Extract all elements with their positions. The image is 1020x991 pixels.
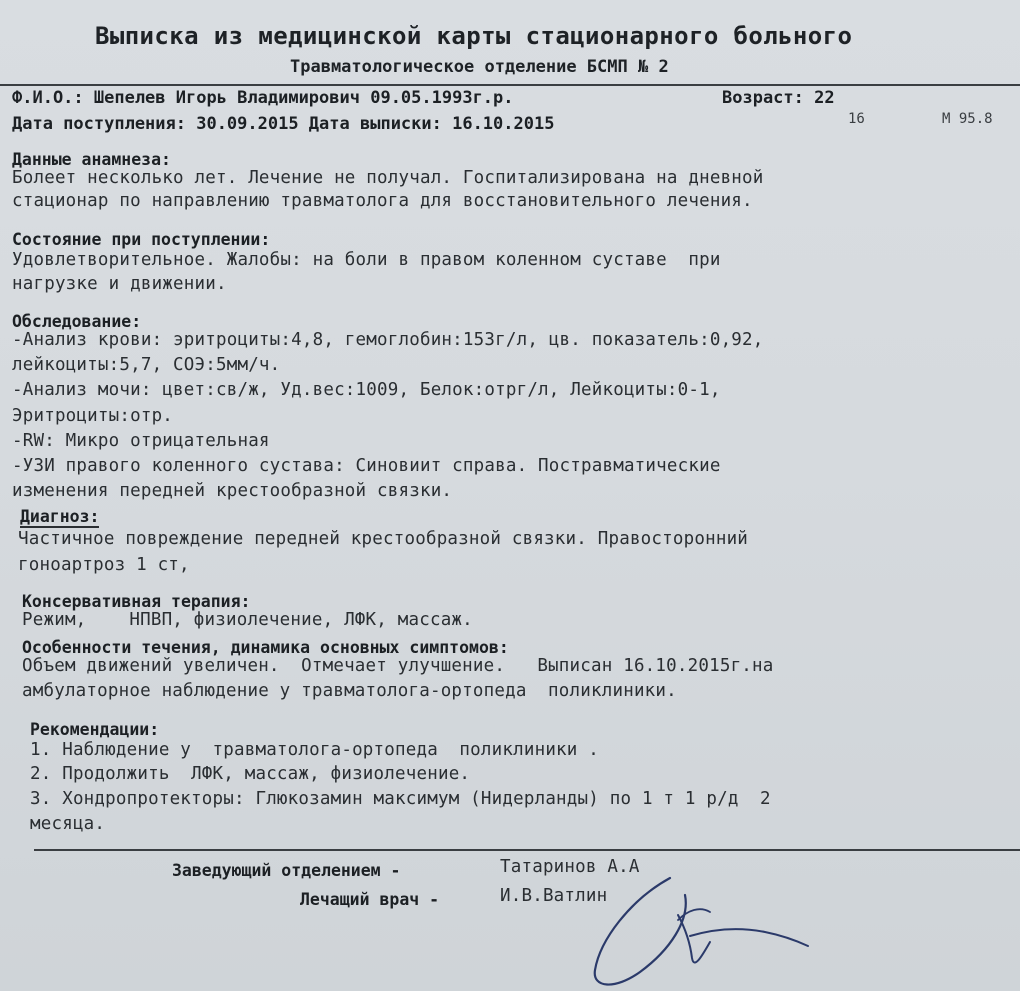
- therapy-line: Режим, НПВП, физиолечение, ЛФК, массаж.: [22, 610, 473, 630]
- admission-heading: Состояние при поступлении:: [12, 230, 271, 249]
- recommendations-heading: Рекомендации:: [30, 720, 160, 739]
- department-name: Травматологическое отделение БСМП № 2: [290, 57, 669, 77]
- admission-line: нагрузке и движении.: [12, 274, 227, 294]
- recommendation-item: 3. Хондропротекторы: Глюкозамин максимум (Нидерланды) по 1 т 1 р/д 2: [30, 789, 771, 809]
- course-line: амбулаторное наблюдение у травматолога-ортопеда поликлиники.: [22, 681, 677, 701]
- anamnesis-heading: Данные анамнеза:: [12, 150, 171, 169]
- therapy-heading: Консервативная терапия:: [22, 592, 251, 611]
- footer-divider: [34, 849, 1020, 851]
- patient-name-line: Ф.И.О.: Шепелев Игорь Владимирович 09.05.1993г.р.: [12, 88, 514, 108]
- handwritten-signature: [560, 860, 820, 991]
- patient-age: Возраст: 22: [722, 88, 835, 108]
- admission-discharge-dates: Дата поступления: 30.09.2015 Дата выписки: 16.10.2015: [12, 114, 555, 134]
- attending-doctor-label: Лечащий врач -: [300, 890, 440, 909]
- recommendation-item: 1. Наблюдение у травматолога-ортопеда поликлиники .: [30, 740, 600, 760]
- anamnesis-line: Болеет несколько лет. Лечение не получал. Госпитализирована на дневной: [12, 168, 764, 188]
- course-line: Объем движений увеличен. Отмечает улучшение. Выписан 16.10.2015г.на: [22, 656, 774, 676]
- exam-line: изменения передней крестообразной связки.: [12, 481, 453, 501]
- diagnosis-heading: Диагноз:: [20, 507, 100, 526]
- head-of-department-name: Татаринов А.А: [500, 857, 640, 877]
- diagnosis-line: Частичное повреждение передней крестообразной связки. Правосторонний: [18, 529, 749, 549]
- exam-line: -Анализ крови: эритроциты:4,8, гемоглобин:153г/л, цв. показатель:0,92,: [12, 330, 764, 350]
- exam-line: -Анализ мочи: цвет:св/ж, Уд.вес:1009, Белок:отрг/л, Лейкоциты:0-1,: [12, 380, 721, 400]
- exam-heading: Обследование:: [12, 312, 142, 331]
- recommendation-item: месяца.: [30, 814, 106, 834]
- exam-line: Эритроциты:отр.: [12, 406, 174, 426]
- diagnosis-code: M 95.8: [942, 111, 993, 127]
- document-title: Выписка из медицинской карты стационарного больного: [95, 22, 853, 50]
- admission-line: Удовлетворительное. Жалобы: на боли в правом коленном суставе при: [12, 250, 721, 270]
- exam-line: -RW: Микро отрицательная: [12, 431, 270, 451]
- header-divider: [0, 84, 1020, 86]
- bed-days-code: 16: [848, 111, 865, 127]
- recommendation-item: 2. Продолжить ЛФК, массаж, физиолечение.: [30, 764, 471, 784]
- anamnesis-line: стационар по направлению травматолога для восстановительного лечения.: [12, 191, 753, 211]
- exam-line: -УЗИ правого коленного сустава: Синовиит справа. Постравматические: [12, 456, 721, 476]
- head-of-department-label: Заведующий отделением -: [172, 861, 401, 880]
- course-heading: Особенности течения, динамика основных симптомов:: [22, 638, 509, 657]
- diagnosis-line: гоноартроз 1 ст,: [18, 555, 190, 575]
- exam-line: лейкоциты:5,7, СОЭ:5мм/ч.: [12, 355, 281, 375]
- attending-doctor-name: И.В.Ватлин: [500, 886, 608, 906]
